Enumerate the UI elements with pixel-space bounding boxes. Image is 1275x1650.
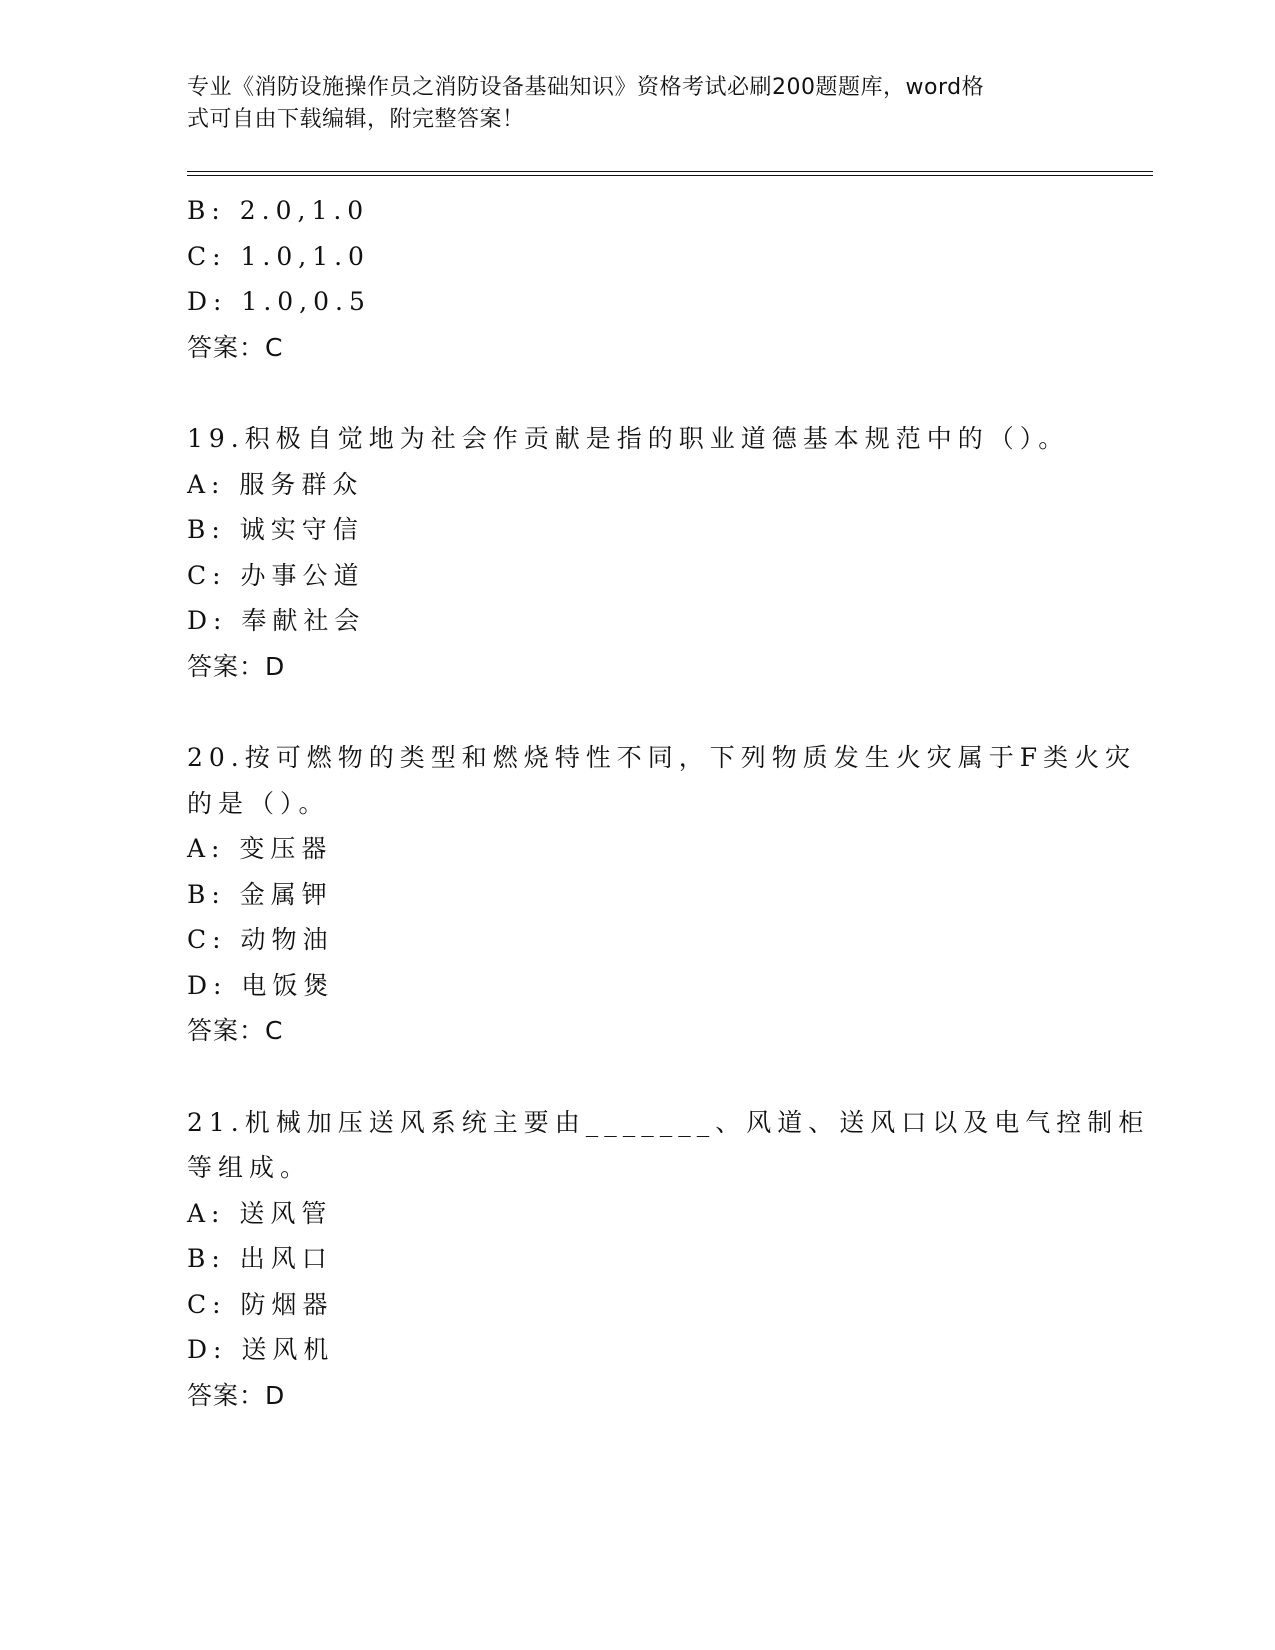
- option-a: A: 送风管: [187, 1198, 333, 1228]
- option-c: C: 动物油: [187, 925, 334, 954]
- option-d: D: 电饭煲: [187, 970, 335, 1000]
- option-d: D: 1.0,0.5: [187, 287, 371, 316]
- question-stem: 21.机械加压送风系统主要由_______、风道、送风口以及电气控制柜: [187, 1107, 1150, 1137]
- option-c: C: 1.0,1.0: [187, 241, 370, 271]
- option-d: D: 送风机: [187, 1335, 335, 1364]
- answer-label: 答案：C: [187, 332, 284, 362]
- answer-label: 答案：D: [187, 651, 286, 681]
- header-rule-bottom: [187, 175, 1153, 176]
- option-b: B: 诚实守信: [187, 515, 364, 544]
- question-stem: 19.积极自觉地为社会作贡献是指的职业道德基本规范中的（）。: [187, 424, 1070, 453]
- header-line-2: 式可自由下载编辑，附完整答案！: [187, 107, 525, 132]
- option-b: B: 出风口: [187, 1244, 333, 1273]
- header-rule-top: [187, 171, 1153, 172]
- option-b: B: 2.0,1.0: [187, 196, 370, 225]
- answer-label: 答案：C: [187, 1016, 284, 1045]
- question-block-20: [187, 735, 1137, 1054]
- document-header: [187, 72, 1067, 136]
- header-line-1: 专业《消防设施操作员之消防设备基础知识》资格考试必刷200题题库，word格: [187, 75, 985, 100]
- option-b: B: 金属钾: [187, 879, 333, 909]
- question-stem-continued: 等组成。: [187, 1153, 312, 1182]
- question-block-19: [187, 416, 1087, 689]
- question-block-21: [187, 1100, 1150, 1419]
- question-block-prev: [187, 188, 1087, 370]
- answer-label: 答案：D: [187, 1380, 286, 1410]
- option-a: A: 变压器: [187, 834, 333, 863]
- question-stem: 20.按可燃物的类型和燃烧特性不同，下列物质发生火灾属于F类火灾: [187, 743, 1137, 772]
- question-stem-continued: 的是（）。: [187, 788, 330, 818]
- option-c: C: 办事公道: [187, 560, 365, 590]
- option-a: A: 服务群众: [187, 469, 364, 499]
- option-c: C: 防烟器: [187, 1289, 334, 1319]
- option-d: D: 奉献社会: [187, 606, 366, 635]
- question-content: [187, 188, 1150, 1418]
